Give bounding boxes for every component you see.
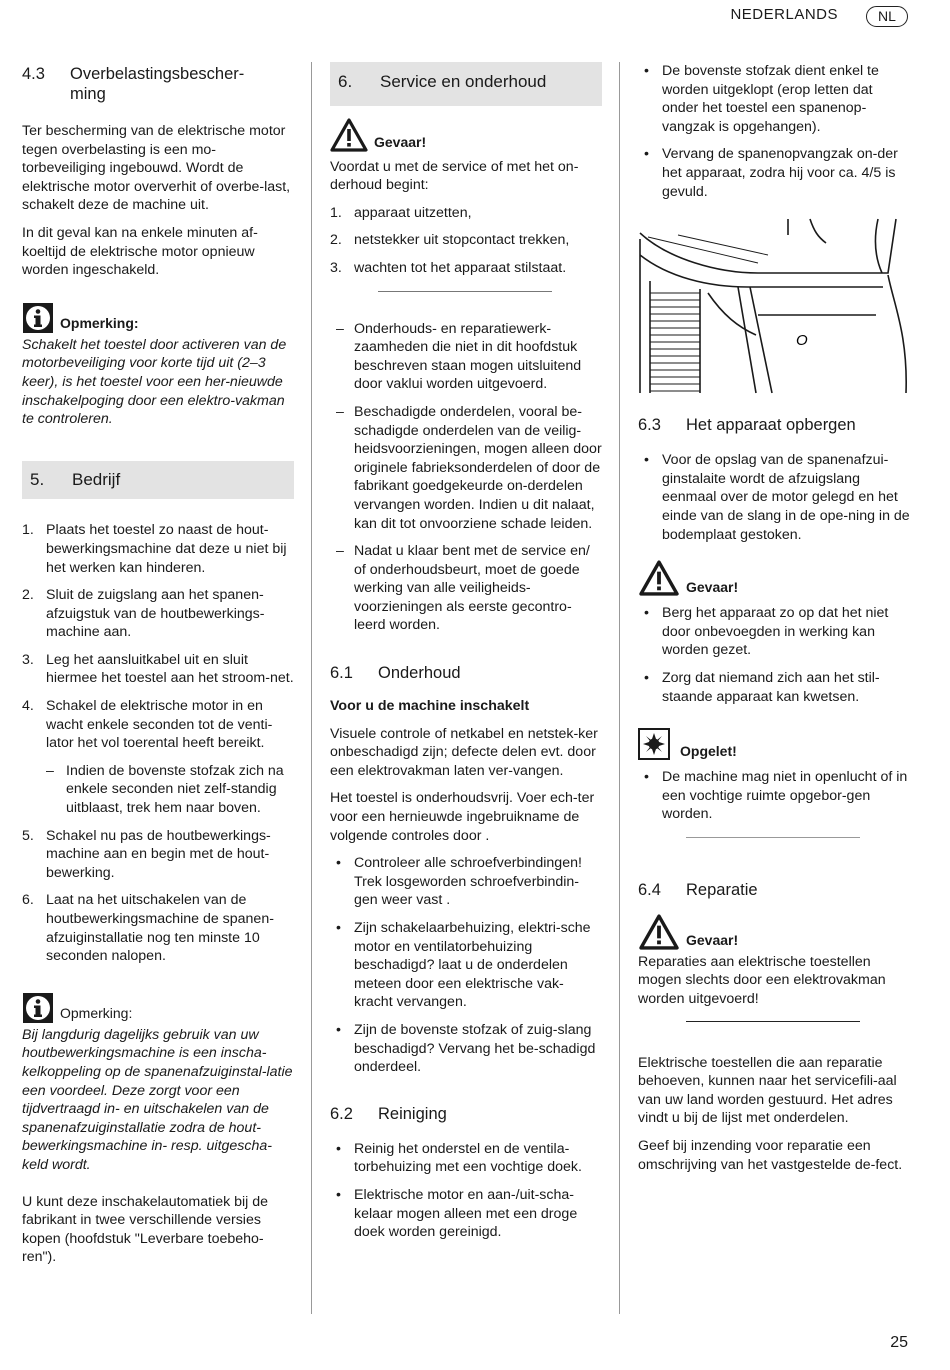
warning-title: Gevaar!	[686, 578, 739, 595]
list-item: • Controleer alle schroefverbindingen! Trek losgeworden schroefverbindin-gen weer vast .	[336, 855, 582, 909]
list-item: • Zijn de bovenste stofzak of zuig-slang beschadigd? Vervang het be-schadigd onderdeel.	[336, 1021, 596, 1076]
section-number: 6.2	[330, 1104, 353, 1123]
section-heading	[638, 415, 910, 435]
sub-list-item: – Indien de bovenste stofzak zich na enkele seconden niet zelf-standig uitblaast, trek hem naar boven.	[46, 762, 284, 817]
list-item: 2. netstekker uit stopcontact trekken,	[330, 232, 570, 249]
note-header	[22, 992, 294, 1024]
dash-list	[330, 320, 602, 636]
list-item: • De machine mag niet in openlucht of in een vochtige ruimte opgebor-gen worden.	[644, 769, 908, 823]
language-badge: NL	[866, 6, 908, 27]
section-number: 4.3	[22, 65, 45, 83]
section-number: 6.	[338, 72, 353, 91]
paragraph: Geef bij inzending voor reparatie een omschrijving van het vastgestelde de-fect.	[638, 1138, 903, 1173]
caution-title: Opgelet!	[680, 742, 737, 759]
divider	[686, 837, 860, 838]
paragraph: Reparaties aan elektrische toestellen mogen slechts door een elektrovakman worden uitgevoerd!	[638, 953, 886, 1008]
note-text: Schakelt het toestel door activeren van de motorbeveiliging voor korte tijd uit (2–3 keer), is het toestel voor een her-nieuwde inschakelpoging door een elektro-vakman te controleren.	[22, 336, 287, 428]
list-item: • Voor de opslag van de spanenafzui-ginstalaite wordt de afzuigslang eenmaal over de motor gelegd en het einde van de slang in de ope-ning in de bodemplaat gestoken.	[644, 452, 910, 543]
list-item: – Onderhouds- en reparatiewerk-zaamheden die niet in dit hoofdstuk beschreven staan mogen uitsluitend door vaklui worden uitgevoerd.	[336, 320, 582, 393]
bullet-list	[638, 604, 910, 706]
list-item: 3. wachten tot het apparaat stilstaat.	[330, 259, 567, 276]
paragraph: Ter bescherming van de elektrische motor tegen overbelasting is een mo-torbeveiliging ingebouwd. Wordt de elektrische motor oververhit of overbe-last, schakelt deze de machine uit.	[22, 123, 291, 214]
list-item: 6. Laat na het uitschakelen van de houtbewerkingsmachine de spanen-afzuiginstallatie nog ten minste 10 seconden nalopen.	[22, 892, 274, 965]
paragraph: In dit geval kan na enkele minuten af-koeltijd de elektrische motor opnieuw worden ingeschakeld.	[22, 224, 258, 279]
list-item: – Beschadigde onderdelen, vooral be-schadigde onderdelen van de veilig-heidsvoorzieningen, mogen alleen door originele fabrieksonderdelen of door de fabrikant goedgekeurde on-derdelen vervangen worden. Indien u dit nalaat, kan dit tot onvoorziene schade leiden.	[336, 403, 602, 532]
info-icon	[22, 302, 54, 334]
warning-icon	[330, 118, 368, 152]
section-heading	[330, 1104, 602, 1124]
warning-header	[638, 914, 910, 950]
warning-header	[330, 118, 602, 152]
bullet-list	[638, 451, 910, 544]
paragraph: U kunt deze inschakelautomatiek bij de fabrikant in twee verschillende versies kopen (hoofdstuk "Leverbare toebeho-ren").	[22, 1193, 269, 1266]
language-label: NEDERLANDS	[730, 6, 838, 23]
warning-title: Gevaar!	[374, 134, 427, 150]
subheading: Voor u de machine inschakelt	[330, 698, 530, 715]
warning-title: Gevaar!	[686, 932, 739, 949]
paragraph: Voordat u met de service of met het on-derhoud begint:	[330, 158, 579, 194]
list-item: • Vervang de spanenopvangzak on-der het apparaat, zodra hij voor ca. 4/5 is gevuld.	[644, 146, 898, 200]
bullet-list	[330, 854, 602, 1077]
list-item: 1. Plaats het toestel zo naast de hout-bewerkingsmachine dat deze u niet bij het werken kan hinderen.	[22, 522, 287, 576]
list-item: – Nadat u klaar bent met de service en/ of onderhoudsbeurt, moet de goede werking van alle veiligheids-voorzieningen als eerste gecontro-leerd worden.	[336, 543, 590, 634]
steps-list	[330, 204, 602, 278]
steps-list	[22, 521, 294, 965]
column-divider	[619, 62, 620, 1314]
bullet-list	[638, 768, 910, 824]
list-item: 1. apparaat uitzetten,	[330, 204, 472, 221]
note-text: Bij langdurig dagelijks gebruik van uw houtbewerkingsmachine is een inscha-kelkoppeling op de spanenafzuiginstal-latie een voordeel. Deze zorgt voor een tijdvertraagd in- en uitschakelen van de spanenafzuiginstallatie zodra de hout-bewerkingsmachine in- resp. uitgescha-keld wordt.	[22, 1026, 293, 1173]
figure-label: O	[796, 332, 808, 350]
note-header	[22, 302, 294, 334]
bullet-list	[638, 62, 910, 201]
divider	[686, 1021, 860, 1022]
column-divider	[311, 62, 312, 1314]
bullet-list	[330, 1140, 602, 1242]
note-title: Opmerking:	[60, 1005, 133, 1022]
section-heading	[330, 663, 602, 683]
list-item: • Berg het apparaat zo op dat het niet door onbevoegden in werking kan worden gezet.	[644, 605, 889, 659]
list-item: • Reinig het onderstel en de ventila-torbehuizing met een vochtige doek.	[336, 1140, 582, 1176]
note-title: Opmerking:	[60, 315, 139, 332]
list-item: 3. Leg het aansluitkabel uit en sluit hiermee het toestel aan het stroom-net.	[22, 651, 294, 687]
column-2	[330, 62, 602, 1242]
caution-icon	[638, 728, 670, 760]
warning-icon	[638, 914, 680, 950]
list-item: 4. Schakel de elektrische motor in en wacht enkele seconden tot de venti-lator het vol toerental heeft bereikt. – Indien de bovenste stofzak zich na enkele seconden niet zelf-standig uitblaast, trek hem naar boven.	[22, 697, 294, 818]
section-title: Onderhoud	[378, 664, 461, 683]
section-title: Reparatie	[686, 880, 758, 899]
section-heading-box	[22, 461, 294, 500]
section-title: Bedrijf	[72, 469, 121, 489]
column-3	[638, 62, 910, 1174]
section-number: 6.1	[330, 664, 353, 683]
section-title: Het apparaat opbergen	[686, 416, 856, 435]
page-number: 25	[890, 1334, 908, 1351]
list-item: • Zorg dat niemand zich aan het stil-staande apparaat kan kwetsen.	[644, 669, 880, 705]
caution-header	[638, 728, 910, 760]
section-title: Service en onderhoud	[380, 72, 547, 91]
paragraph: Visuele controle of netkabel en netstek-ker onbeschadigd zijn; defecte delen evt. door een elektrovakman laten ver-vangen.	[330, 725, 598, 779]
divider	[378, 291, 552, 292]
section-heading-box	[330, 62, 602, 106]
section-heading	[638, 880, 910, 900]
section-number: 6.3	[638, 416, 661, 435]
list-item: 2. Sluit de zuigslang aan het spanen-afzuigstuk van de houtbewerkings-machine aan.	[22, 587, 265, 641]
paragraph: Het toestel is onderhoudsvrij. Voer ech-ter voor een hernieuwde ingebruikname de volgende controles door .	[330, 790, 595, 844]
list-item: • De bovenste stofzak dient enkel te worden uitgeklopt (erop letten dat onder het toestel een spanenop-vangzak is opgehangen).	[644, 63, 879, 135]
paragraph: Elektrische toestellen die aan reparatie behoeven, kunnen naar het servicefili-aal van uw land worden gestuurd. Het adres vindt u bij de lijst met onderdelen.	[638, 1054, 897, 1127]
section-number: 6.4	[638, 880, 661, 899]
list-item: • Zijn schakelaarbehuizing, elektri-sche motor en ventilatorbehuizing beschadigd? laat u de onderdelen meteen door een elektrische vak-kracht vervangen.	[336, 920, 591, 1011]
warning-icon	[638, 560, 680, 596]
section-number: 5.	[30, 469, 45, 489]
list-item: • Elektrische motor en aan-/uit-scha-kelaar mogen alleen met een droge doek worden gereinigd.	[336, 1186, 578, 1241]
section-heading	[22, 64, 294, 104]
section-title: Reiniging	[378, 1104, 447, 1123]
warning-header	[638, 560, 910, 596]
list-item: 5. Schakel nu pas de houtbewerkings-machine aan en begin met de hout-bewerking.	[22, 827, 271, 881]
column-1	[22, 62, 294, 1267]
section-title: Overbelastingsbescher- ming	[70, 65, 245, 103]
info-icon	[22, 992, 54, 1024]
dust-collector-illustration	[638, 215, 910, 395]
